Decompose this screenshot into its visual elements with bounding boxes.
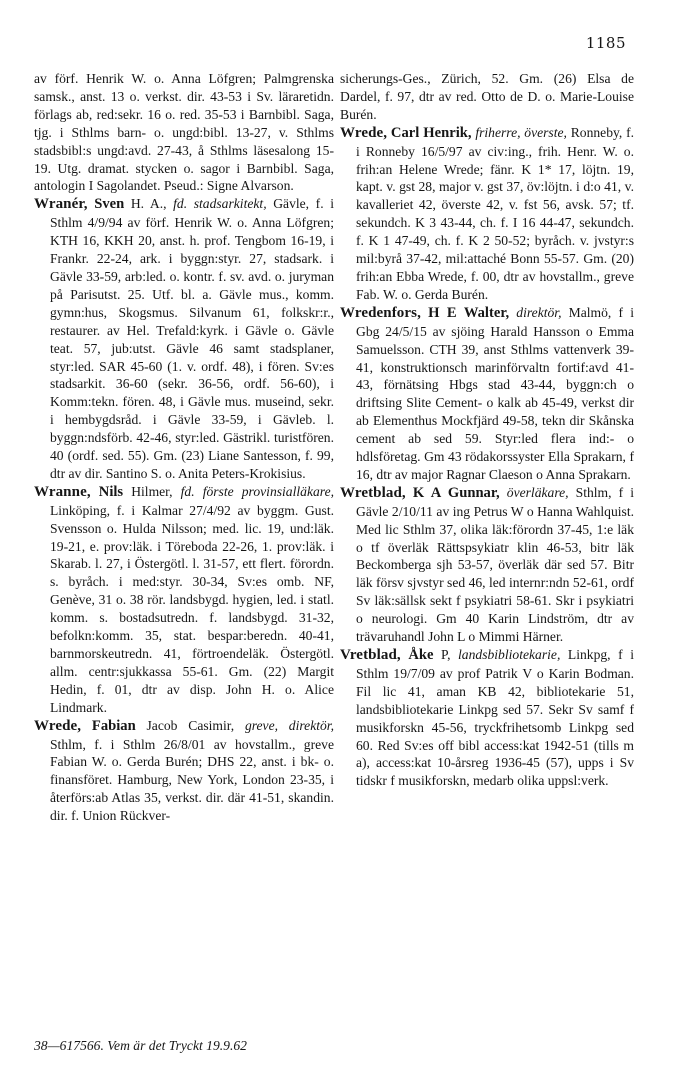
entry-wraner-sven: [34, 195, 334, 483]
entry-title: greve, direktör,: [244, 717, 334, 733]
entry-given-name: Carl Henrik,: [390, 124, 472, 141]
right-column: [340, 70, 634, 790]
entry-surname: Wredenfors,: [340, 304, 421, 321]
entry-body: Gävle, f. i Sthlm 4/9/94 av förf. Henrik W. o. Anna Löfgren; KTH 16, KKH 20, anst. h. prof. Tengbom 16-19, i Frankr. 22-24, ark. i byggn:styr. 27, stadsark. i Gävle 33-59, arb:led. o. kontr. f. sv. avd. o. juryman på Parisutst. 25. Utf. bl. a. Gävle mus., komm. gymn:hus, Skogsmus. Silvanum 61, folkskr:r., restaurer. av Hel. Trefald:kyrk. i Gävle o. Gävle teat. 57, jub:utst. Gävle 46 samt stadsplaner, styr:led. SAR 45-60 (1. v. ordf. 48), i fören. Sv:es stadsarkit. 36-60 (sekr. 36-56, ordf. 56-60), i Komm:tekn. fören. 48, i Gävle mus. museind, sekr. i hembygdsråd. i Gävle 33-59, i Gävleb. l. byggn:ndsförb. 42-46, styr:led. Gästrikl. turistfören. 40 (ordf. sed. 55). Gm. (23) Liane Santesson, f. 99, dtr av dir. Santino S. o. Anita Peters-Krokisius.: [50, 196, 334, 481]
entry-initials: Jacob Casimir,: [135, 717, 245, 733]
entry-title: fd. stadsarkitekt,: [173, 196, 267, 212]
entry-title: överläkare,: [506, 484, 569, 500]
entry-initials: [500, 485, 507, 500]
entry-wrede-carl-henrik: [340, 124, 634, 304]
entry-body: Linköping, f. i Kalmar 27/4/92 av byggm. Gust. Svensson o. Hulda Nilsson; med. lic. 19, und:läk. 19-21, e. prov:läk. i Töreboda 22-26, 1. prov:läk. i Skarab. l. 27, i Östergötl. l. 31-57, ett flert. förordn. s. byråch. i med:styr. 30-34, Sv:es omb. NF, Genève, 31 o. 38 rör. landsbygd. hygien, led. i statl. komm. s. bostadsutredn. f. landsbygd. 31-32, befolkn:komm. 35, stat. bespar:beredn. 40-41, barnmorskeutredn. 41, förtroendeläk. Östergötl. allm. centr:sjukkassa 55-61. Gm. (22) Margit Hedin, f. 01, dtr av disp. John H. o. Alice Lindmark.: [50, 502, 334, 715]
entry-body: Malmö, f i Gbg 24/5/15 av sjöing Harald Hansson o Emma Samuelsson. CTH 39, anst Sthlms vattenverk 39-41, konstruktionsch marinförvaltn fortif:avd 41-43, förnätsing Hbgs stad 43-44, byggn:ch o driftsing Slite Cement- o kalk ab 45-49, verkst dir ab Elementhus Mockfjärd 49-58, tekn dir Skånska cement ab sed 59. Styr:led flera ind:- o hdlsföretag. Gm 43 rödakorssyster Ella Sprakarn, f 16, dtr av major Ragnar Claeson o Anna Sprakarn.: [356, 304, 634, 482]
entry-given-name: Åke: [408, 647, 434, 663]
entry-title: direktör,: [516, 304, 562, 320]
page-number: 1185: [585, 34, 626, 52]
entry-wretblad-gunnar: [340, 484, 634, 646]
entry-title: friherre, överste,: [475, 124, 567, 140]
entry-surname: Wranne,: [34, 483, 91, 500]
entry-title: landsbibliotekarie,: [458, 647, 561, 662]
entry-surname: Wrede,: [34, 717, 82, 734]
print-footer: 38—617566. Vem är det Tryckt 19.9.62: [34, 1038, 247, 1053]
entry-surname: Wretblad,: [340, 484, 406, 501]
entry-title: fd. förste provinsialläkare,: [180, 483, 334, 499]
entry-initials: H. A.,: [124, 196, 174, 212]
entry-given-name: Sven: [94, 196, 125, 213]
left-column: [34, 70, 334, 825]
entry-wranne-nils: [34, 483, 334, 717]
entry-given-name: Fabian: [91, 717, 136, 734]
entry-wrede-fabian: [34, 717, 334, 825]
entry-given-name: H E Walter,: [428, 304, 510, 321]
entry-surname: Wrede,: [340, 124, 388, 141]
entry-initials: P,: [433, 647, 459, 662]
entry-given-name: K A Gunnar,: [412, 484, 500, 501]
entry-given-name: Nils: [98, 483, 124, 500]
entry-wredenfors-walter: [340, 304, 634, 484]
entry-body: Sthlm, f. i Sthlm 26/8/01 av hovstallm., greve Fabian W. o. Gerda Burén; DHS 22, anst. i bk- o. finansföret. Hamburg, New York, London 23-35, i återförs:ab Atlas 35, verkst. dir. där 41-51, skandin. dir. f. Union Rückver-: [50, 736, 334, 824]
entry-initials: Hilmer,: [123, 483, 181, 499]
entry-body: Ronneby, f. i Ronneby 16/5/97 av civ:ing., frih. Henr. W. o. frih:an Helene Wrede; fänr. K 1* 17, löjtn. 19, kapt. v. gst 28, major v. gst 37, öv:löjtn. i d:o 41, v. kavalleriet 42, överste 42, v. fst 56, avsk. 57; tf. sekundch. K 3 43-44, ch. f. I 16 44-47, sekundch. f. K 1 47-49, ch. f. K 2 50-52; byråch. v. jvstyr:s mil:byrå 37-42, mil:attaché Bonn 55-57. Gm. (20) frih:an Ebba Wrede, f. 00, dtr av hovstallm., greve Fab. W. o. Gerda Burén.: [356, 124, 635, 302]
entry-surname: Wranér,: [34, 196, 88, 213]
entry-surname: Vretblad,: [340, 647, 401, 663]
entry-continuation: av förf. Henrik W. o. Anna Löfgren; Palmgrenska samsk., anst. 13 o. verkst. dir. 43-53 i Sv. läraretidn. förlags ab, red:sekr. 16 o. red. 35-53 i Barnbibl. Saga, tjg. i Sthlms barn- o. ungd:bibl. 13-27, v. Sthlms stadsbibl:s ungd:avd. 27-43, å Sthlms läsesalong 15-19. Utg. dramat. stycken o. sagor i Barnbibl. Saga, antologin I Sagolandet. Pseud.: Signe Alvarson.: [34, 71, 334, 194]
entry-body: Sthlm, f i Gävle 2/10/11 av ing Petrus W o Hanna Wahlquist. Med lic Sthlm 37, olika läk:förordn 37-45, 1:e läk o tf överläk Rättspsykiatr klin 46-53, bitr läk Beckomberga sjh 53-57, överläk där sed 57. Bitr läk försv sjvstyr sed 46, led internr:ndn 52-61, ordf Sv läk:sällsk sekt f psykiatri 58-61. Skr i psykiatri o neurologi. Gm 40 Karin Lindström, dtr av trävaruhandl John L o Mimmi Härner.: [356, 484, 635, 645]
entry-continuation: sicherungs-Ges., Zürich, 52. Gm. (26) Elsa de Dardel, f. 97, dtr av red. Otto de D. o. Marie-Louise Burén.: [340, 71, 634, 122]
entry-body: Linkpg, f i Sthlm 19/7/09 av prof Patrik V o Karin Bodman. Fil lic 41, aman KB 42, bibliotekarie 51, landsbibliotekarie Linkpg sed 57. Sekr Sv samf f musikforskn 45-56, tryckfrihetsomb Linkpg sed 60. Red Sv:es off bibl access:kat 1942-51 (tills m a), access:kat 10-årsreg 1936-45 (57), upps i Sv tidskr f musikforskn, medarb olika uppsl:verk.: [356, 647, 634, 789]
entry-vretblad-ake: [340, 646, 634, 790]
